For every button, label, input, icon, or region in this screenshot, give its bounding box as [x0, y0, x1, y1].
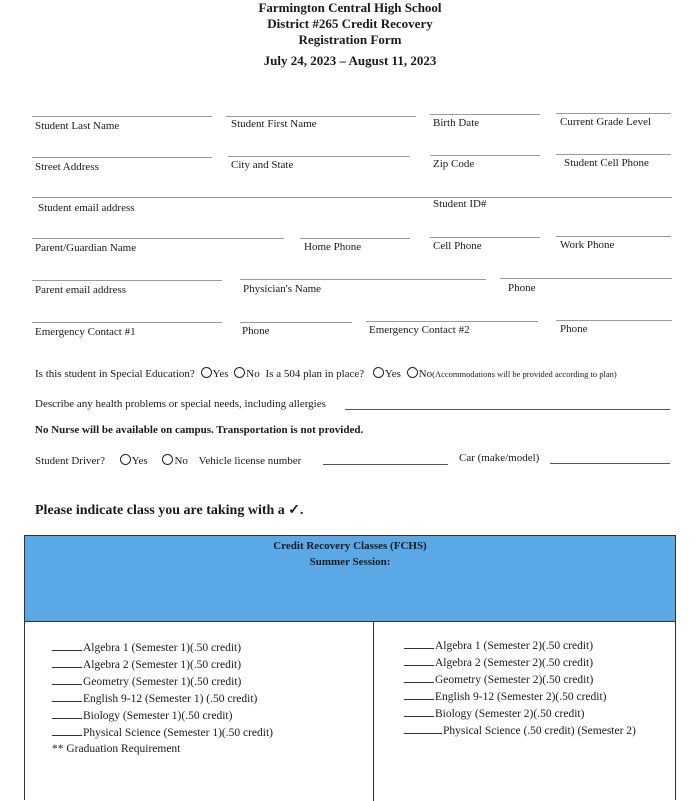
email-label: Student email address [38, 202, 135, 214]
class-label: Geometry (Semester 2)(.50 credit) [435, 674, 594, 686]
birth-date-line[interactable] [430, 114, 540, 115]
class-label: Algebra 1 (Semester 2)(.50 credit) [435, 640, 594, 652]
checkbox-blank[interactable] [404, 689, 434, 700]
parent-email-line[interactable] [32, 280, 222, 281]
driver-question: Student Driver? [35, 455, 105, 467]
plan504-yes-radio[interactable] [373, 367, 384, 378]
driver-no-radio[interactable] [162, 454, 173, 465]
driver-yes-label: Yes [131, 455, 148, 467]
plan504-question: Is a 504 plan in place? [265, 368, 365, 380]
checkbox-blank[interactable] [52, 657, 82, 668]
parent-name-line[interactable] [32, 238, 284, 239]
sped-yes-label: Yes [212, 368, 229, 380]
class-label: Physical Science (.50 credit) (Semester 2) [443, 725, 636, 737]
class-left-5[interactable] [52, 725, 273, 739]
plan504-yes-label: Yes [384, 368, 401, 380]
home-phone-label: Home Phone [304, 241, 362, 253]
sped-question: Is this student in Special Education? [35, 368, 195, 380]
checkbox-blank[interactable] [52, 725, 82, 736]
sped-no-label: No [246, 368, 260, 380]
plan504-no-label: No [418, 368, 433, 380]
class-right-3[interactable] [404, 689, 607, 703]
graduation-note: ** Graduation Requirement [52, 743, 181, 755]
city-line[interactable] [228, 156, 410, 157]
emerg2-phone-label: Phone [560, 323, 588, 335]
notice-text: No Nurse will be available on campus. Transportation is not provided. [35, 424, 364, 436]
health-input[interactable] [345, 397, 670, 410]
class-left-1[interactable] [52, 657, 241, 671]
last-name-label: Student Last Name [35, 120, 120, 132]
column-divider [373, 621, 374, 801]
class-right-5[interactable] [404, 723, 636, 737]
session-label: Summer Session: [309, 556, 391, 568]
car-input[interactable] [550, 451, 670, 464]
emerg1-phone-label: Phone [242, 325, 270, 337]
class-left-0[interactable] [52, 640, 241, 654]
zip-label: Zip Code [433, 158, 475, 170]
class-left-2[interactable] [52, 674, 241, 688]
school-name: Farmington Central High School [258, 0, 442, 15]
sped-row [35, 367, 617, 380]
checkbox-blank[interactable] [404, 638, 434, 649]
last-name-line[interactable] [32, 116, 212, 117]
parent-email-label: Parent email address [35, 284, 127, 296]
sped-yes-radio[interactable] [201, 367, 212, 378]
class-label: Physical Science (Semester 1)(.50 credit) [83, 727, 274, 739]
class-label: Algebra 1 (Semester 1)(.50 credit) [83, 642, 242, 654]
phys-phone-line[interactable] [500, 278, 672, 279]
phys-phone-label: Phone [508, 282, 536, 294]
grade-label: Current Grade Level [560, 116, 652, 128]
work-phone-label: Work Phone [560, 239, 615, 251]
health-label: Describe any health problems or special needs, including allergies [35, 398, 326, 410]
zip-line[interactable] [430, 155, 540, 156]
class-left-3[interactable] [52, 691, 257, 705]
checkbox-blank[interactable] [52, 640, 82, 651]
home-phone-line[interactable] [300, 238, 410, 239]
car-label: Car (make/model) [459, 452, 540, 464]
driver-no-label: No [174, 455, 188, 467]
parent-name-label: Parent/Guardian Name [35, 242, 137, 254]
checkbox-blank[interactable] [404, 655, 434, 666]
form-title: Registration Form [298, 32, 402, 47]
emerg2-label: Emergency Contact #2 [369, 324, 470, 336]
class-label: Biology (Semester 2)(.50 credit) [435, 708, 585, 720]
driver-yes-radio[interactable] [120, 454, 131, 465]
grade-line[interactable] [556, 113, 671, 114]
class-label: English 9-12 (Semester 2)(.50 credit) [435, 691, 607, 703]
cell-phone-line[interactable] [430, 237, 540, 238]
physician-line[interactable] [240, 279, 486, 280]
street-label: Street Address [35, 161, 99, 173]
email-line[interactable] [32, 197, 672, 198]
driver-row [35, 454, 301, 467]
class-label: Algebra 2 (Semester 2)(.50 credit) [435, 657, 594, 669]
student-id-label: Student ID# [433, 198, 487, 210]
checkbox-blank[interactable] [52, 691, 82, 702]
emerg2-line[interactable] [366, 321, 538, 322]
plate-label: Vehicle license number [198, 455, 302, 467]
class-right-0[interactable] [404, 638, 593, 652]
street-line[interactable] [32, 157, 212, 158]
class-left-4[interactable] [52, 708, 232, 722]
checkbox-blank[interactable] [404, 723, 442, 734]
classes-banner [25, 536, 675, 622]
class-label: Biology (Semester 1)(.50 credit) [83, 710, 233, 722]
city-label: City and State [231, 159, 294, 171]
emerg1-phone-line[interactable] [240, 322, 352, 323]
class-right-1[interactable] [404, 655, 593, 669]
sped-no-radio[interactable] [234, 367, 245, 378]
classes-title: Credit Recovery Classes (FCHS) [273, 540, 427, 552]
first-name-line[interactable] [226, 116, 416, 117]
emerg1-label: Emergency Contact #1 [35, 326, 136, 338]
class-right-2[interactable] [404, 672, 593, 686]
birth-date-label: Birth Date [433, 117, 480, 129]
accommodations-note: (Accommodations will be provided according to plan) [432, 369, 617, 379]
plate-input[interactable] [323, 452, 448, 465]
checkbox-blank[interactable] [52, 674, 82, 685]
physician-label: Physician's Name [243, 283, 322, 295]
work-phone-line[interactable] [556, 236, 671, 237]
class-label: Geometry (Semester 1)(.50 credit) [83, 676, 242, 688]
class-label: Algebra 2 (Semester 1)(.50 credit) [83, 659, 242, 671]
session-dates: July 24, 2023 – August 11, 2023 [263, 53, 437, 68]
checkbox-blank[interactable] [404, 672, 434, 683]
checkbox-blank[interactable] [404, 706, 434, 717]
program-name: District #265 Credit Recovery [267, 16, 433, 31]
cell-line[interactable] [556, 154, 671, 155]
cell-label: Student Cell Phone [564, 157, 649, 169]
first-name-label: Student First Name [231, 118, 317, 130]
class-right-4[interactable] [404, 706, 584, 720]
cell-phone-label: Cell Phone [433, 240, 482, 252]
instruction-text: Please indicate class you are taking with a ✓. [35, 503, 304, 518]
checkbox-blank[interactable] [52, 708, 82, 719]
class-label: English 9-12 (Semester 1) (.50 credit) [83, 693, 258, 705]
emerg2-phone-line[interactable] [556, 320, 672, 321]
plan504-no-radio[interactable] [407, 367, 418, 378]
emerg1-line[interactable] [32, 322, 222, 323]
